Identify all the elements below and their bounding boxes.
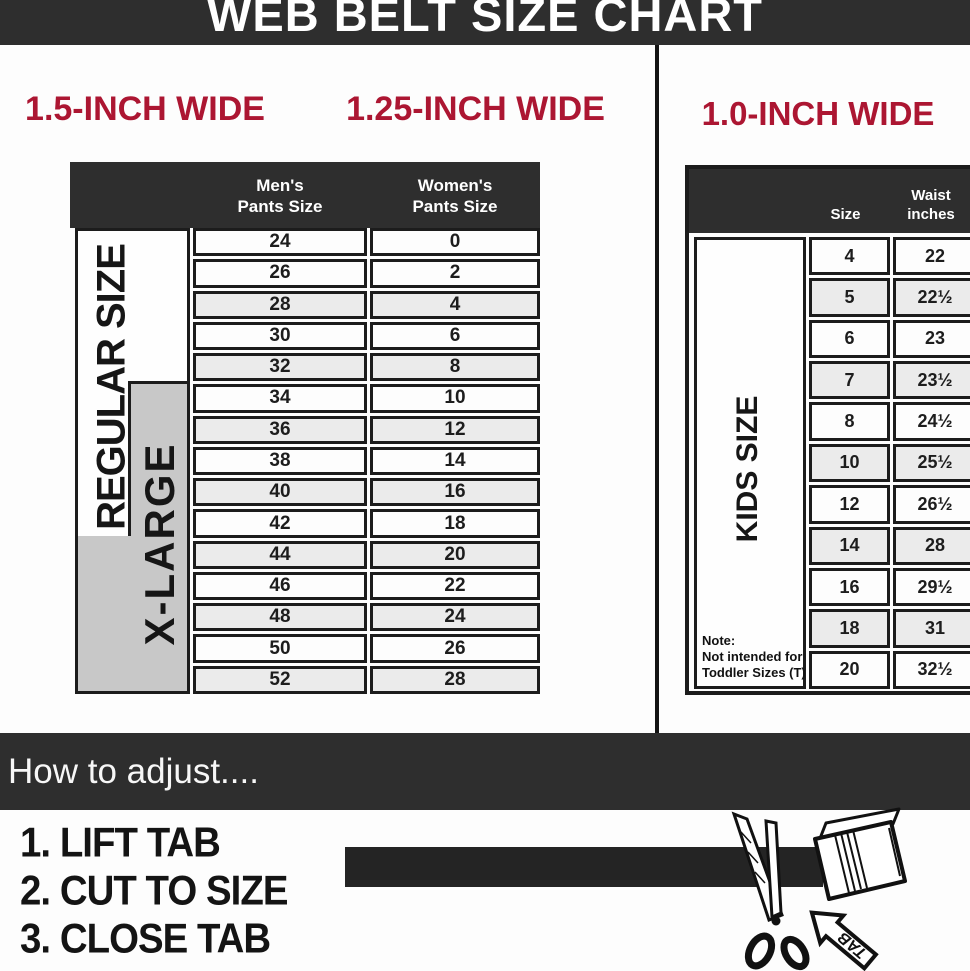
table-cell: 32 [193, 353, 367, 381]
step-2: 2. CUT TO SIZE [20, 868, 288, 914]
table-cell: 16 [809, 568, 890, 606]
adjustment-steps [20, 818, 299, 962]
waist-column-header [889, 186, 970, 224]
scissors-handle [744, 932, 777, 970]
table-cell: 36 [193, 416, 367, 444]
table-cell: 30 [193, 322, 367, 350]
table-cell: 50 [193, 634, 367, 662]
note-line2: Not intended for [702, 649, 803, 664]
table-cell: 4 [370, 291, 540, 319]
table-cell: 16 [370, 478, 540, 506]
table-cell: 22 [370, 572, 540, 600]
adult-size-table [70, 162, 540, 694]
table-cell: 10 [809, 444, 890, 482]
table-cell: 7 [809, 361, 890, 399]
section-header-1-5-inch: 1.5-INCH WIDE [25, 90, 265, 128]
table-cell: 29½ [893, 568, 970, 606]
scissors-handle [779, 936, 810, 971]
table-cell: 26 [193, 259, 367, 287]
how-to-adjust-label: How to adjust.... [8, 751, 259, 791]
xlarge-label: X-LARGE [136, 442, 183, 646]
womens-column-header [370, 175, 540, 217]
table-cell: 23½ [893, 361, 970, 399]
table-cell: 25½ [893, 444, 970, 482]
section-header-1-0-inch: 1.0-INCH WIDE [701, 95, 935, 132]
table-cell: 38 [193, 447, 367, 475]
table-cell: 26½ [893, 485, 970, 523]
title-bar [0, 0, 970, 45]
section-header-1-25-inch: 1.25-INCH WIDE [346, 90, 605, 128]
table-cell: 12 [370, 416, 540, 444]
size-column-header: Size [830, 206, 861, 223]
table-cell: 14 [809, 527, 890, 565]
table-cell: 18 [370, 509, 540, 537]
table-cell: 40 [193, 478, 367, 506]
table-cell: 20 [370, 541, 540, 569]
tab-arrow-label: TAB [835, 928, 871, 962]
belt-buckle-icon [815, 809, 905, 899]
table-cell: 42 [193, 509, 367, 537]
tab-arrow-icon [800, 899, 881, 971]
table-cell: 26 [370, 634, 540, 662]
table-cell: 18 [809, 609, 890, 647]
vertical-divider [655, 45, 659, 733]
table-cell: 2 [370, 259, 540, 287]
scissors-icon [734, 814, 811, 970]
table-cell: 24½ [893, 402, 970, 440]
mens-column-header [193, 175, 367, 217]
table-cell: 28 [370, 666, 540, 694]
scissors-pivot [772, 917, 781, 926]
table-cell: 5 [809, 278, 890, 316]
table-cell: 22 [893, 237, 970, 275]
table-cell: 22½ [893, 278, 970, 316]
table-cell: 31 [893, 609, 970, 647]
table-cell: 32½ [893, 651, 970, 689]
table-cell: 34 [193, 384, 367, 412]
step-3: 3. CLOSE TAB [20, 916, 271, 962]
table-cell: 28 [193, 291, 367, 319]
page-title: WEB BELT SIZE CHART [207, 0, 763, 41]
table-cell: 52 [193, 666, 367, 694]
womens-header-line1: Women's [417, 176, 493, 195]
table-cell: 6 [809, 320, 890, 358]
table-cell: 23 [893, 320, 970, 358]
table-cell: 24 [370, 603, 540, 631]
table-cell: 8 [809, 402, 890, 440]
table-cell: 46 [193, 572, 367, 600]
table-cell: 8 [370, 353, 540, 381]
note-line3: Toddler Sizes (T) [702, 665, 806, 680]
table-cell: 14 [370, 447, 540, 475]
mens-header-line1: Men's [256, 176, 304, 195]
womens-header-line2: Pants Size [412, 197, 498, 216]
regular-size-label: REGULAR SIZE [89, 244, 134, 530]
table-cell: 44 [193, 541, 367, 569]
mens-size-column [193, 228, 367, 694]
mens-header-line2: Pants Size [237, 197, 323, 216]
table-cell: 6 [370, 322, 540, 350]
table-cell: 20 [809, 651, 890, 689]
step-1: 1. LIFT TAB [20, 820, 220, 866]
womens-size-column [370, 228, 540, 694]
note-line1: Note: [702, 633, 736, 648]
kids-size-label: KIDS SIZE [731, 395, 764, 543]
table-cell: 28 [893, 527, 970, 565]
table-cell: 0 [370, 228, 540, 256]
table-cell: 4 [809, 237, 890, 275]
kids-size-table [685, 165, 970, 695]
waist-header-line1: Waist [911, 187, 951, 204]
kids-size-column [809, 237, 890, 689]
table-cell: 10 [370, 384, 540, 412]
table-cell: 24 [193, 228, 367, 256]
table-cell: 48 [193, 603, 367, 631]
waist-inches-column [893, 237, 970, 689]
toddler-note [702, 633, 806, 681]
table-cell: 12 [809, 485, 890, 523]
belt-adjust-illustration [330, 795, 970, 971]
waist-header-line2: inches [907, 206, 955, 223]
